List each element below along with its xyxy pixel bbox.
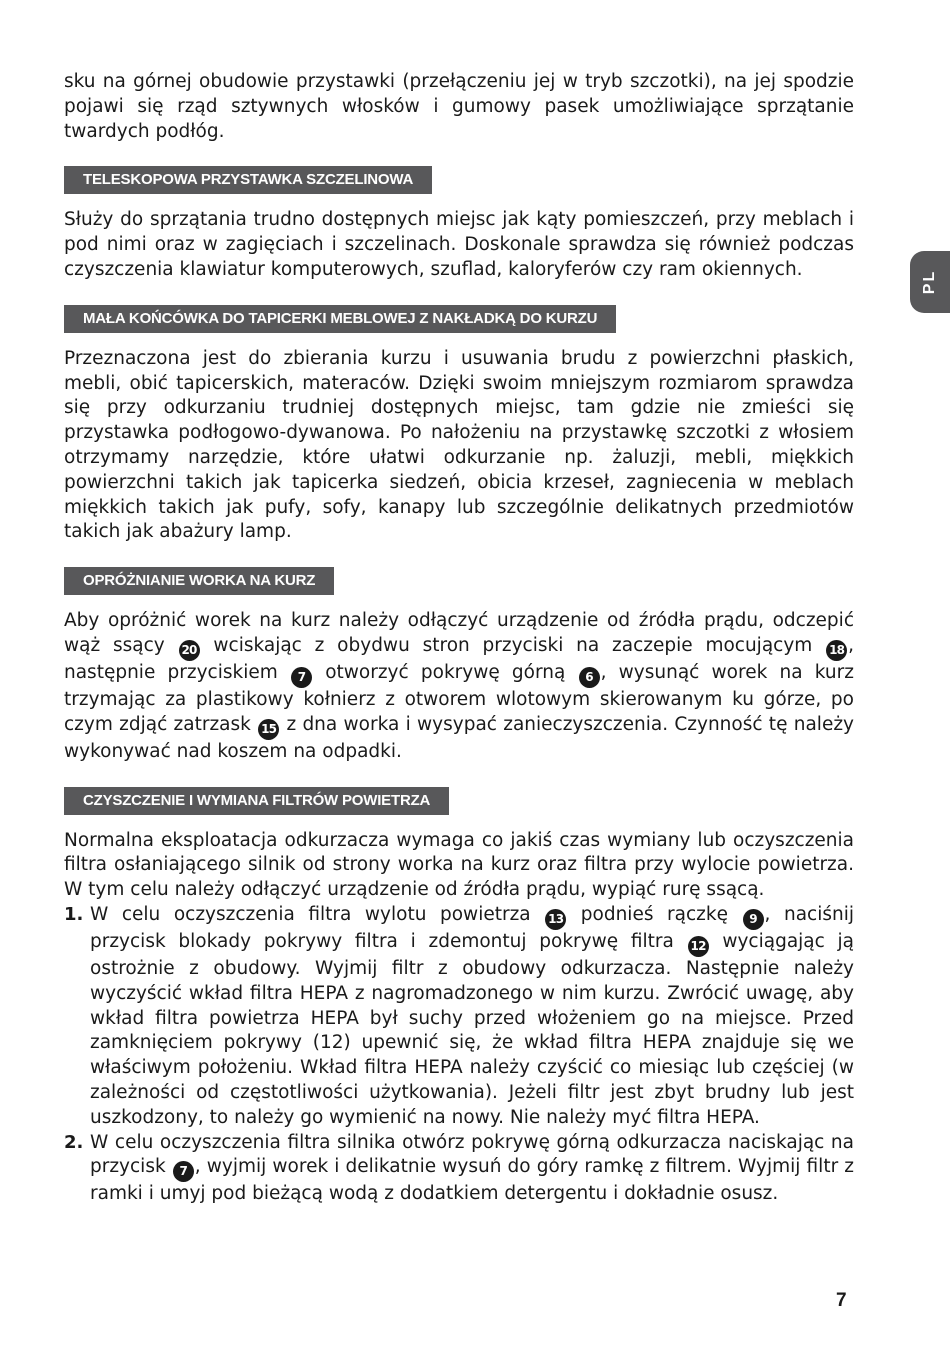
- text-run: , wysunąć worek na kurz trzymając za plastikowy kołnierz z otworem wlotowym skierowanym ku górze, po czym zdjąć zatrzask: [64, 661, 854, 735]
- part-number-badge: 12: [688, 936, 709, 957]
- section-heading: TELESKOPOWA PRZYSTAWKA SZCZELINOWA: [64, 166, 432, 194]
- part-number-badge: 20: [179, 640, 200, 661]
- section-heading: CZYSZCZENIE I WYMIANA FILTRÓW POWIETRZA: [64, 787, 449, 815]
- text-run: z dna worka i wysypać zanieczyszczenia. Czynność tę należy wykonywać nad koszem na odpadki.: [64, 713, 854, 762]
- part-number-badge: 7: [173, 1161, 194, 1182]
- list-item-number: 1.: [64, 903, 84, 925]
- page-content: [64, 70, 854, 1207]
- list-item: [64, 903, 854, 1131]
- text-run: , następnie przyciskiem: [64, 634, 855, 683]
- section-upholstery-tool: [64, 283, 854, 545]
- list-item-text: [90, 1131, 854, 1208]
- part-number-badge: 13: [545, 909, 566, 930]
- text-run: wyciągając ją ostrożnie z obudowy. Wyjmij filtr z obudowy odkurzacza. Następnie należy wyczyścić wkład filtra HEPA z nagromadzonego w nim kurzu. Zwrócić uwagę, aby wkład filtra powietrza HEPA był suchy przed włożeniem go na miejsce. Przed zamknięciem pokrywy (12) upewnić się, że wkład filtra HEPA znajduje się we właściwym położeniu. Wkład filtra HEPA należy czyścić co miesiąc lub częściej (w zależności od częstotliwości użytkowania). Jeżeli filtr jest zbyt brudny lub jest uszkodzony, to należy go wymienić na nowy. Nie należy myć filtra HEPA.: [90, 930, 855, 1128]
- section-crevice-tool: [64, 144, 854, 282]
- text-run: W celu oczyszczenia filtra silnika otwórz pokrywę górną odkurzacza naciskając na przycisk: [90, 1131, 854, 1178]
- section-paragraph: [64, 609, 854, 764]
- steps-list: [64, 903, 854, 1207]
- section-paragraph: Służy do sprzątania trudno dostępnych miejsc jak kąty pomieszczeń, przy meblach i pod nimi oraz w zagięciach i szczelinach. Doskonale sprawdza się również podczas czyszczenia klawiatur komputerowych, szuflad, kaloryferów czy ram okiennych.: [64, 209, 854, 280]
- section-heading: MAŁA KOŃCÓWKA DO TAPICERKI MEBLOWEJ Z NAKŁADKĄ DO KURZU: [64, 305, 616, 333]
- text-run: W celu oczyszczenia filtra wylotu powietrza: [90, 903, 531, 925]
- part-number-badge: 18: [826, 640, 847, 661]
- intro-paragraph: sku na górnej obudowie przystawki (przełączeniu jej w tryb szczotki), na jej spodzie pojawi się rząd sztywnych włosków i gumowy pasek umożliwiające sprzątanie twardych podłóg.: [64, 71, 854, 142]
- part-number-badge: 15: [258, 719, 279, 740]
- part-number-badge: 6: [579, 667, 600, 688]
- list-item: [64, 1131, 854, 1208]
- part-number-badge: 9: [743, 909, 764, 930]
- section-paragraph: Normalna eksploatacja odkurzacza wymaga co jakiś czas wymiany lub oczyszczenia filtra osłaniającego silnik od strony worka na kurz oraz filtra przy wylocie powietrza. W tym celu należy odłączyć urządzenie od źródła prądu, wypiąć rurę ssącą.: [64, 829, 854, 901]
- text-run: Aby opróżnić worek na kurz należy odłączyć urządzenie od źródła prądu, odczepić wąż ssący: [64, 610, 854, 656]
- page-number: 7: [836, 1290, 847, 1311]
- language-tab-label: PL: [921, 269, 938, 295]
- part-number-badge: 7: [291, 667, 312, 688]
- section-emptying-bag: [64, 545, 854, 764]
- text-run: , wyjmij worek i delikatnie wysuń do góry ramkę z filtrem. Wyjmij filtr z ramki i umyj pod bieżącą wodą z dodatkiem detergentu i dokładnie osusz.: [90, 1156, 854, 1205]
- list-item-number: 2.: [64, 1131, 84, 1153]
- list-item-text: [90, 903, 854, 1131]
- text-run: , naciśnij przycisk blokady pokrywy filtra i zdemontuj pokrywę filtra: [90, 903, 855, 952]
- section-paragraph: Przeznaczona jest do zbierania kurzu i usuwania brudu z powierzchni płaskich, mebli, obić tapicerskich, materaców. Dzięki swoim mniejszym rozmiarom sprawdza się przy odkurzaniu trudniej dostępnych miejsc, tam gdzie nie zmieści się przystawka podłogowo-dywanowa. Po nałożeniu na przystawkę szczotki z włosiem otrzymamy narzędzie, które ułatwi odkurzanie np. żaluzji, mebli, miękkich powierzchni takich jak tapicerka siedzeń, obicia krzeseł, zagniecenia w meblach miękkich takich jak pufy, sofy, kanapy lub szczególnie delikatnych przedmiotów takich jak abażury lamp.: [64, 347, 854, 543]
- text-run: otworzyć pokrywę górną: [325, 661, 566, 683]
- text-run: wciskając z obydwu stron przyciski na zaczepie mocującym: [213, 634, 813, 656]
- text-run: podnieś rączkę: [580, 903, 728, 925]
- section-filters: [64, 765, 854, 1208]
- language-tab: [910, 251, 950, 313]
- section-heading: OPRÓŻNIANIE WORKA NA KURZ: [64, 567, 334, 595]
